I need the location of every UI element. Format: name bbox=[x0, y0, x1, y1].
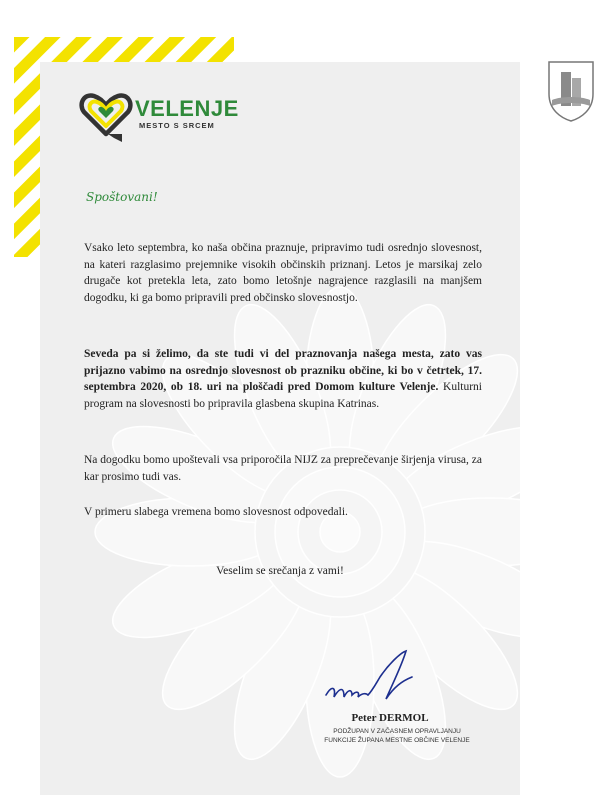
signatory-title bbox=[302, 727, 492, 745]
heart-logo-icon bbox=[78, 90, 134, 144]
logo-wordmark: VELENJE bbox=[135, 96, 239, 121]
velenje-logo bbox=[78, 90, 238, 144]
logo-tagline: MESTO S SRCEM bbox=[139, 121, 215, 130]
handwritten-signature bbox=[322, 647, 442, 707]
signatory-title-line-2: FUNKCIJE ŽUPANA MESTNE OBČINE VELENJE bbox=[324, 737, 470, 744]
invitation-program-text: Kulturni program na slovesnosti bo pripravila glasbena skupina Katrinas. bbox=[84, 381, 482, 410]
paragraph-nijz: Na dogodku bomo upoštevali vsa priporočila NIJZ za preprečevanje širjenja virusa, za kar prosimo tudi vas. bbox=[84, 454, 482, 483]
closing-line: Veselim se srečanja z vami! bbox=[216, 565, 344, 577]
paragraph-intro: Vsako leto septembra, ko naša občina praznuje, pripravimo tudi osrednjo slovesnost, na kateri razglasimo prejemnike visokih občinskih priznanj. Letos je marsikaj zelo drugače kot pretekla leta, zato bomo letošnje nagrajence razglasili na manjšem dogodku, ki ga bomo pripravili pred občinsko slovesnostjo. bbox=[84, 242, 482, 304]
paragraph-invitation bbox=[84, 346, 482, 412]
greeting: Spoštovani! bbox=[86, 190, 158, 204]
signatory-title-line-1: PODŽUPAN V ZAČASNEM OPRAVLJANJU bbox=[333, 728, 461, 735]
signatory-name: Peter DERMOL bbox=[351, 712, 429, 724]
municipal-crest-icon bbox=[547, 60, 595, 122]
paragraph-weather: V primeru slabega vremena bomo slovesnost odpovedali. bbox=[84, 506, 348, 518]
letter-paper bbox=[40, 62, 520, 795]
invitation-bold-text: Seveda pa si želimo, da ste tudi vi del praznovanja našega mesta, zato vas prijazno vabimo na osrednjo slovesnost ob prazniku občine, ki bo v četrtek, 17. septembra 2020, ob 18. uri na ploščadi pred Domom kulture Velenje. bbox=[84, 348, 482, 393]
